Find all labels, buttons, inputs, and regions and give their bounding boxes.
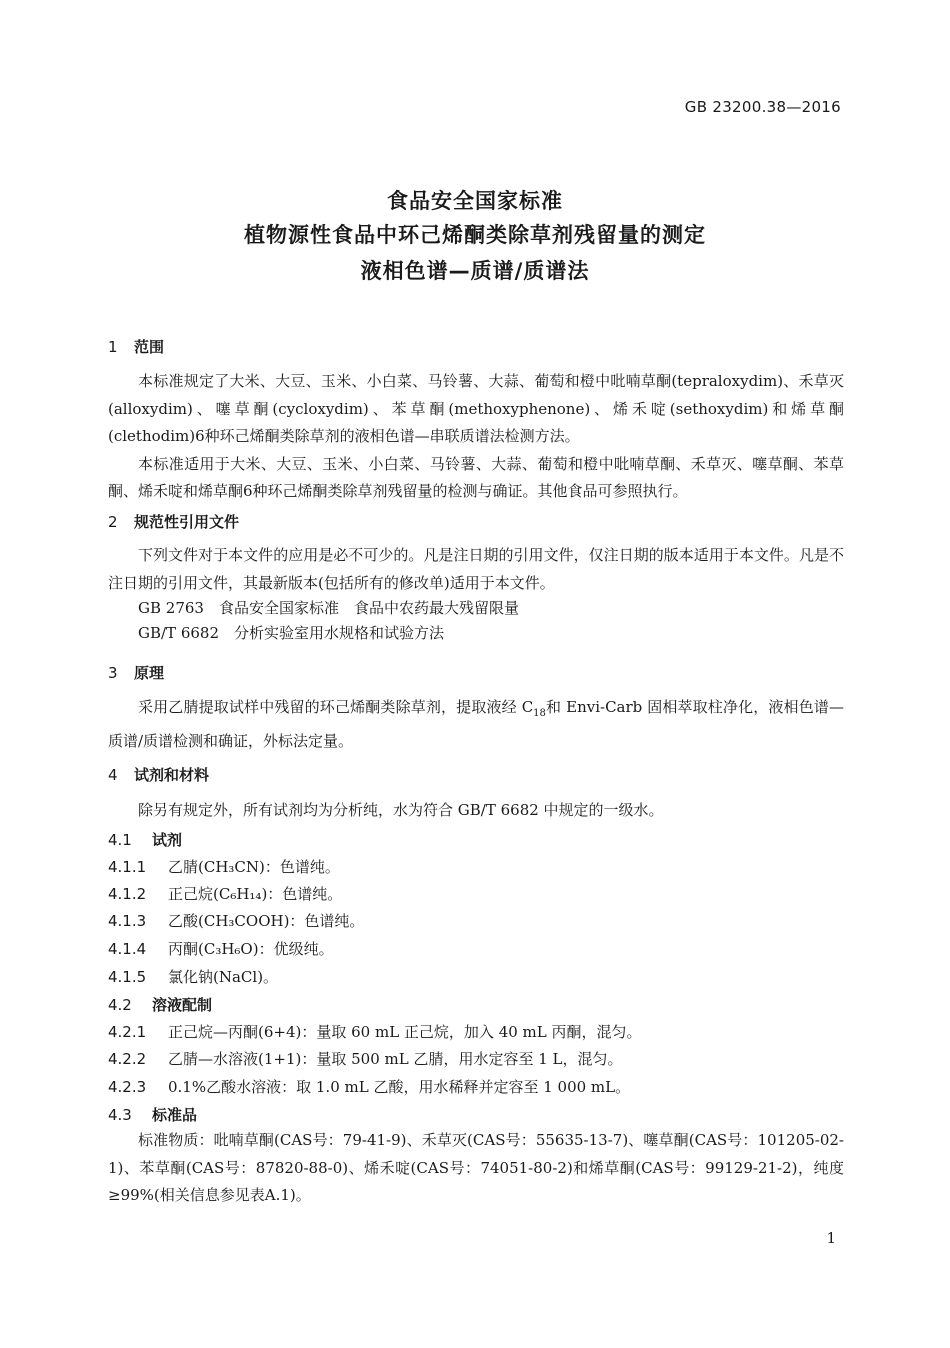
subsection-number: 4.2 bbox=[108, 996, 132, 1014]
reference-gb2763: GB 2763 食品安全国家标准 食品中农药最大残留限量 bbox=[138, 599, 519, 617]
item-number: 4.1.1 bbox=[108, 858, 147, 876]
item-4-1-1 bbox=[108, 856, 340, 877]
item-4-2-2 bbox=[108, 1048, 623, 1069]
section-4-intro: 除另有规定外，所有试剂均为分析纯，水为符合 GB/T 6682 中规定的一级水。 bbox=[138, 801, 664, 819]
item-number: 4.1.3 bbox=[108, 912, 147, 930]
subsection-title: 试剂 bbox=[152, 831, 183, 849]
item-text: 乙腈(CH₃CN)：色谱纯。 bbox=[168, 858, 340, 876]
section-number: 3 bbox=[108, 664, 118, 682]
item-text: 丙酮(C₃H₆O)：优级纯。 bbox=[168, 940, 334, 958]
item-text: 乙酸(CH₃COOH)：色谱纯。 bbox=[168, 912, 365, 930]
title-line-3: 液相色谱—质谱/质谱法 bbox=[360, 259, 590, 283]
item-text: 乙腈—水溶液(1+1)：量取 500 mL 乙腈，用水定容至 1 L，混匀。 bbox=[168, 1050, 623, 1068]
item-4-2-3 bbox=[108, 1076, 630, 1097]
subsection-4-1 bbox=[108, 829, 182, 850]
section-number: 2 bbox=[108, 513, 118, 531]
section-3-heading bbox=[108, 662, 164, 683]
title-line-1: 食品安全国家标准 bbox=[387, 189, 563, 213]
paragraph: 本标准适用于大米、大豆、玉米、小白菜、马铃薯、大蒜、葡萄和橙中吡喃草酮、禾草灭、噻草酮、苯草酮、烯禾啶和烯草酮6种环己烯酮类除草剂残留量的检测与确证。其他食品可参照执行。 bbox=[108, 454, 844, 500]
reference-gbt6682: GB/T 6682 分析实验室用水规格和试验方法 bbox=[138, 624, 445, 642]
subsection-number: 4.1 bbox=[108, 831, 132, 849]
subsection-4-3-body bbox=[108, 1127, 844, 1210]
page-number: 1 bbox=[826, 1229, 836, 1247]
section-title: 规范性引用文件 bbox=[134, 513, 240, 531]
item-number: 4.2.2 bbox=[108, 1050, 147, 1068]
item-number: 4.1.2 bbox=[108, 885, 147, 903]
paragraph: 下列文件对于本文件的应用是必不可少的。凡是注日期的引用文件，仅注日期的版本适用于本文件。凡是不注日期的引用文件，其最新版本(包括所有的修改单)适用于本文件。 bbox=[108, 546, 844, 592]
section-1-heading bbox=[108, 336, 164, 357]
text: 和 Envi-Carb 固相萃取柱净化，液相色谱—质谱/质谱检测和确证，外标法定量。 bbox=[108, 698, 844, 750]
section-1-body bbox=[108, 368, 844, 506]
item-text: 0.1%乙酸水溶液：取 1.0 mL 乙酸，用水稀释并定容至 1 000 mL。 bbox=[168, 1078, 631, 1096]
item-text: 正己烷(C₆H₁₄)：色谱纯。 bbox=[168, 885, 343, 903]
item-number: 4.2.3 bbox=[108, 1078, 147, 1096]
subscript: 18 bbox=[533, 708, 546, 719]
title-line-2: 植物源性食品中环己烯酮类除草剂残留量的测定 bbox=[244, 223, 706, 247]
subsection-title: 溶液配制 bbox=[152, 996, 213, 1014]
subsection-4-3 bbox=[108, 1104, 197, 1125]
item-4-1-5 bbox=[108, 966, 278, 987]
section-3-body bbox=[108, 694, 844, 755]
item-4-1-3 bbox=[108, 910, 364, 931]
section-title: 原理 bbox=[134, 664, 165, 682]
item-4-1-2 bbox=[108, 883, 342, 904]
paragraph: 标准物质：吡喃草酮(CAS号：79-41-9)、禾草灭(CAS号：55635-13-7)、噻草酮(CAS号：101205-02-1)、苯草酮(CAS号：87820-88-0)、烯禾啶(CAS号：74051-80-2)和烯草酮(CAS号：99129-21-2)，纯度≥99%(相关信息参见表A.1)。 bbox=[108, 1131, 844, 1204]
section-2-heading bbox=[108, 511, 239, 532]
section-number: 4 bbox=[108, 766, 118, 784]
item-text: 正己烷—丙酮(6+4)：量取 60 mL 正己烷，加入 40 mL 丙酮，混匀。 bbox=[168, 1023, 642, 1041]
section-number: 1 bbox=[108, 338, 118, 356]
subsection-number: 4.3 bbox=[108, 1106, 132, 1124]
subsection-title: 标准品 bbox=[152, 1106, 198, 1124]
item-4-2-1 bbox=[108, 1021, 642, 1042]
paragraph: 本标准规定了大米、大豆、玉米、小白菜、马铃薯、大蒜、葡萄和橙中吡喃草酮(tepraloxydim)、禾草灭(alloxydim)、噻草酮(cycloxydim)、苯草酮(methoxyphenone)、烯禾啶(sethoxydim)和烯草酮(clethodim)6种环己烯酮类除草剂的液相色谱—串联质谱法检测方法。 bbox=[108, 372, 844, 445]
section-title: 范围 bbox=[134, 338, 165, 356]
text: 采用乙腈提取试样中残留的环己烯酮类除草剂，提取液经 C bbox=[138, 698, 534, 716]
standard-number: GB 23200.38—2016 bbox=[684, 98, 841, 116]
item-number: 4.1.5 bbox=[108, 968, 147, 986]
item-text: 氯化钠(NaCl)。 bbox=[168, 968, 279, 986]
item-number: 4.2.1 bbox=[108, 1023, 147, 1041]
subsection-4-2 bbox=[108, 994, 212, 1015]
item-number: 4.1.4 bbox=[108, 940, 147, 958]
paragraph bbox=[108, 694, 844, 755]
item-4-1-4 bbox=[108, 938, 334, 959]
section-2-body bbox=[108, 542, 844, 597]
section-4-heading bbox=[108, 764, 209, 785]
section-title: 试剂和材料 bbox=[134, 766, 210, 784]
